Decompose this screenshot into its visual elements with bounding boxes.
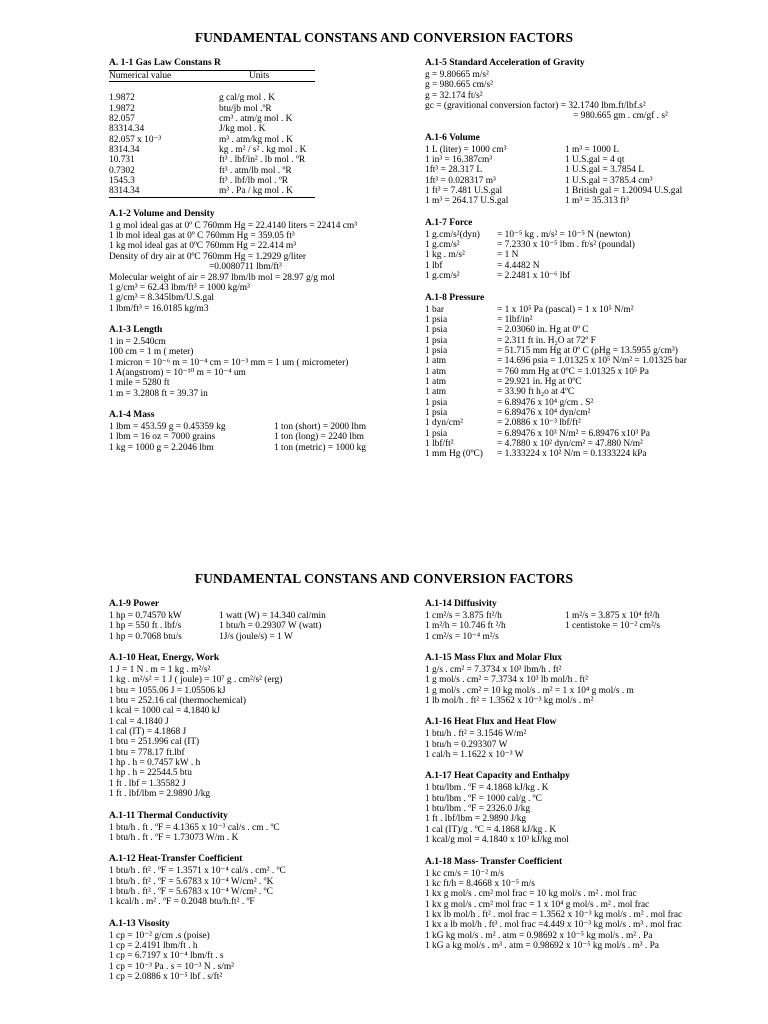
list-item: 1 psia = 6.89476 x 10³ N/m² = 6.89476 x10³ Pa xyxy=(425,428,650,439)
table-row: 10.731 ft³ . lbf/in² . lb mol . ºR xyxy=(109,155,306,166)
text-line: 1 kg mol ideal gas at 0ºC 760mm Hg = 22.414 m³ xyxy=(109,241,297,252)
list-item: 1 hp = 550 ft . lbf/s 1 btu/h = 0.29307 W (watt) xyxy=(109,621,322,632)
left-column-page2 xyxy=(109,599,409,993)
text-line: 1 micron = 10⁻⁶ m = 10⁻⁴ cm = 10⁻³ mm = 1 um ( micrometer) xyxy=(109,357,349,368)
text-line: Density of dry air at 0ºC 760mm Hg = 1.2929 g/liter xyxy=(109,251,306,262)
text-line: 1 lbm/ft³ = 16.0185 kg/m3 xyxy=(109,303,209,314)
text-line: 1 cp = 2.0886 x 10⁻⁵ lbf . s/ft² xyxy=(109,971,223,982)
page-title-bottom: FUNDAMENTAL CONSTANS AND CONVERSION FACTORS xyxy=(194,571,574,586)
list-item: 1 kg = 1000 g = 2.2046 lbm 1 ton (metric) = 1000 kg xyxy=(109,442,366,453)
text-line: 1 btu/h . ft² . ºF = 5.6783 x 10⁻⁴ W/cm² . ºK xyxy=(109,876,274,887)
text-line: 1 kx g mol/s . cm² mol frac = 1 x 10⁴ g mol/s . m² . mol frac xyxy=(425,899,650,910)
text-line: 1 cal (IT)/g . ºC = 4.1868 kJ/kg . K xyxy=(425,824,557,835)
list-item: 1 lbf = 4.4482 N xyxy=(425,260,540,271)
table-row: 82.057 cm³ . atm/g mol . K xyxy=(109,114,293,125)
text-line: 1 in = 2.540cm xyxy=(109,336,166,347)
table-row: 1.9872 btu/jb mol .ºR xyxy=(109,103,272,114)
section-pressure xyxy=(425,293,725,460)
list-item: 1 lbf/ft² = 4.7880 x 10² dyn/cm² = 47.880 N/m² xyxy=(425,438,643,449)
list-item: 1ft³ = 0.028317 m³ 1 U.S.gal = 3785.4 cm³ xyxy=(425,175,653,186)
section-title: A.1-7 Force xyxy=(425,217,473,228)
text-line: 1 kx a lb mol/h . ft³ . mol frac =4.449 x 10⁻³ kg mol/s . m³ . mol frac xyxy=(425,920,682,931)
list-item: 1 psia = 6.89476 x 10⁴ dyn/cm² xyxy=(425,407,591,418)
text-line: 1 btu/h . ft² . ºF = 5.6783 x 10⁻⁴ W/cm² . ºC xyxy=(109,886,273,897)
section-title: A.1-12 Heat-Transfer Coefficient xyxy=(109,854,243,865)
text-line: =0.0080711 lbm/ft³ xyxy=(209,262,282,273)
right-column-page1 xyxy=(425,58,725,471)
text-line: 1 g mol ideal gas at 0º C 760mm Hg = 22.4140 liters = 22414 cm³ xyxy=(109,220,358,231)
list-item: 1 atm = 760 mm Hg at 0ºC = 1.01325 x 10⁵ Pa xyxy=(425,366,649,377)
list-item: 1 bar = 1 x 10⁵ Pa (pascal) = 1 x 10⁵ N/m² xyxy=(425,304,634,315)
text-line: 1 J = 1 N . m = 1 kg . m²/s² xyxy=(109,665,211,676)
section-heat-flux xyxy=(425,717,725,760)
section-volume-density xyxy=(109,209,409,314)
text-line: 1 kcal = 1000 cal = 4.1840 kJ xyxy=(109,706,221,717)
section-mass-molar-flux xyxy=(425,653,725,706)
section-title: A.1-18 Mass- Transfer Coefficient xyxy=(425,856,563,867)
text-line: g = 32.174 ft/s² xyxy=(425,90,483,101)
table-row: 8314.34 m³ . Pa / kg mol . K xyxy=(109,186,293,197)
text-line: 1 hp . h = 22544.5 btu xyxy=(109,768,192,779)
text-line: 1 btu/h . ft² . ºF = 1.3571 x 10⁻⁴ cal/s . cm² . ºC xyxy=(109,866,286,877)
text-line: 1 m = 3.2808 ft = 39.37 in xyxy=(109,388,208,399)
section-title: A.1-15 Mass Flux and Molar Flux xyxy=(425,653,563,664)
text-line: 1 g mol/s . cm² = 7.3734 x 10³ lb mol/h . ft² xyxy=(425,675,588,686)
text-line: 1 ft . lbf/lbm = 2.9890 J/kg xyxy=(425,814,527,825)
list-item: 1 g.cm/s² = 7.2330 x 10⁻⁵ lbm . ft/s² (poundal) xyxy=(425,240,635,251)
text-line: 1 g/cm³ = 8.345lbm/U.S.gal xyxy=(109,293,214,304)
left-column-page1 xyxy=(109,58,409,464)
text-line: 1 kc ft/h = 8.4668 x 10⁻⁵ m/s xyxy=(425,878,535,889)
section-title: A.1-17 Heat Capacity and Enthalpy xyxy=(425,771,570,782)
gas-constants-table xyxy=(109,70,315,198)
page-title-top: FUNDAMENTAL CONSTANS AND CONVERSION FACTORS xyxy=(194,30,574,45)
section-title: A.1-11 Thermal Conductivity xyxy=(109,810,228,821)
text-line: 1 btu/lbm . ºF = 1000 cal/g . ºC xyxy=(425,793,542,804)
section-title: A.1-13 Visosity xyxy=(109,918,170,929)
text-line: 1 cal/h = 1.1622 x 10⁻³ W xyxy=(425,750,524,761)
text-line: 1 kx lb mol/h . ft² . mol frac = 1.3562 x 10⁻³ kg mol/s . m² . mol frac xyxy=(425,909,683,920)
text-line: Molecular weight of air = 28.97 lbm/lb mol = 28.97 g/g mol xyxy=(109,272,335,283)
table-row: 1545.3 ft³ . lbf/lb mol . ºR xyxy=(109,176,288,187)
table-row: 0.7302 ft³ . atm/lb mol . ºR xyxy=(109,165,292,176)
list-item: 1 g.cm/s² = 2.2481 x 10⁻⁶ lbf xyxy=(425,271,571,282)
text-line: 1 kG a kg mol/s . m³ . atm = 0.98692 x 10⁻⁵ kg mol/s . m³ . Pa xyxy=(425,940,659,951)
text-line: 1 btu/h . ft . ºF = 1.73073 W/m . K xyxy=(109,832,239,843)
list-item: 1 m³ = 264.17 U.S.gal 1 m³ = 35.313 ft³ xyxy=(425,196,629,207)
text-line: 1 cp = 6.7197 x 10⁻⁴ lbm/ft . s xyxy=(109,951,224,962)
section-title: A.1-3 Length xyxy=(109,324,163,335)
table-row: 82.057 x 10⁻³ m³ . atm/kg mol . K xyxy=(109,134,293,145)
text-line: 1 btu/lbm . ºF = 4.1868 kJ/kg . K xyxy=(425,783,549,794)
text-line: 1 kcal/h . m² . ºF = 0.2048 btu/h.ft² . ºF xyxy=(109,897,255,908)
text-line: 1 kg . m²/s² = 1 J ( joule) = 10⁷ g . cm²/s² (erg) xyxy=(109,675,283,686)
text-line: gc = (gravitional conversion factor) = 32.1740 lbm.ft/lbf.s² xyxy=(425,101,646,112)
text-line: 1 btu = 252.16 cal (thermochemical) xyxy=(109,696,247,707)
text-line: 1 kc cm/s = 10⁻² m/s xyxy=(425,868,504,879)
list-item: 1ft³ = 28.317 L 1 U.S.gal = 3.7854 L xyxy=(425,165,644,176)
section-title: A.1-6 Volume xyxy=(425,132,480,143)
section-title: A.1-10 Heat, Energy, Work xyxy=(109,653,220,664)
section-viscosity xyxy=(109,919,409,983)
section-heat-energy-work xyxy=(109,653,409,799)
list-item: 1 kg . m/s² = 1 N xyxy=(425,250,519,261)
list-item: 1 g.cm/s²(dyn) = 10⁻⁵ kg . m/s² = 10⁻⁵ N (newton) xyxy=(425,229,631,240)
column-header-value: Numerical value xyxy=(109,71,172,81)
section-gas-law-constants xyxy=(109,58,409,198)
text-line: 1 ft . lbf = 1.35582 J xyxy=(109,778,186,789)
section-title: A.1-16 Heat Flux and Heat Flow xyxy=(425,717,557,728)
list-item: 1 hp = 0.74570 kW 1 watt (W) = 14.340 cal/min xyxy=(109,611,326,621)
section-title: A.1-8 Pressure xyxy=(425,292,485,303)
text-line: 1 hp . h = 0.7457 kW . h xyxy=(109,758,201,769)
section-thermal-conductivity xyxy=(109,811,409,844)
list-item: 1 ft³ = 7.481 U.S.gal 1 British gal = 1.20094 U.S.gal xyxy=(425,186,683,197)
text-line: g = 980.665 cm/s² xyxy=(425,80,493,91)
list-item: 1 atm = 14.696 psia = 1.01325 x 10⁵ N/m² = 1.01325 bar xyxy=(425,356,687,367)
list-item: 1 L (liter) = 1000 cm³ 1 m³ = 1000 L xyxy=(425,144,619,155)
right-column-page2 xyxy=(425,599,725,962)
text-line: 1 g mol/s . cm² = 10 kg mol/s . m² = 1 x 10⁴ g mol/s . m xyxy=(425,685,634,696)
text-line: 1 A(angstrom) = 10⁻¹⁰ m = 10⁻⁴ um xyxy=(109,367,246,378)
table-row: 8314.34 kg . m² / s² . kg mol . K xyxy=(109,145,307,156)
text-line: 1 btu = 1055.06 J = 1.05506 kJ xyxy=(109,685,226,696)
text-line: 1 btu/h . ft² = 3.1546 W/m² xyxy=(425,729,527,740)
list-item: 1 atm = 33.90 ft h₂o at 4ºC xyxy=(425,387,575,398)
list-item: 1 psia = 51.715 mm Hg at 0º C (ρHg = 13.5955 g/cm³) xyxy=(425,345,678,356)
list-item: 1 hp = 0.7068 btu/s 1J/s (joule/s) = 1 W xyxy=(109,631,293,642)
text-line: 1 btu = 778.17 ft.lbf xyxy=(109,747,185,758)
text-line: 1 cp = 2.4191 lbm/ft . h xyxy=(109,940,198,951)
section-title: A.1-14 Diffusivity xyxy=(425,599,497,609)
list-item: 1 lbm = 16 oz = 7000 grains 1 ton (long) = 2240 lbm xyxy=(109,432,364,443)
text-line: 1 lb mol/h . ft² = 1.3562 x 10⁻³ kg mol/s . m² xyxy=(425,696,594,707)
section-title: A. 1-1 Gas Law Constans R xyxy=(109,58,221,68)
text-line: 1 g/cm³ = 62.43 lbm/ft³ = 1000 kg/m³ xyxy=(109,282,250,293)
text-line: 1 cal = 4.1840 J xyxy=(109,716,169,727)
text-line: 1 cal (IT) = 4.1868 J xyxy=(109,727,187,738)
list-item: 1 atm = 29.921 in. Hg at 0ºC xyxy=(425,376,582,387)
list-item: 1 psia = 1lbf/in² xyxy=(425,314,533,325)
text-line: 1 btu = 251.996 cal (IT) xyxy=(109,737,200,748)
list-item: 1 cm²/s = 10⁻⁴ m²/s xyxy=(425,631,499,642)
section-title: A.1-2 Volume and Density xyxy=(109,208,215,219)
table-row: 1.9872 g cal/g mol . K xyxy=(109,93,275,104)
text-line: 1 ft . lbf/lbm = 2.9890 J/kg xyxy=(109,789,211,800)
list-item: 1 cm²/s = 3.875 ft²/h 1 m²/s = 3.875 x 10⁴ ft²/h xyxy=(425,611,660,621)
list-item: 1 m²/h = 10.746 ft ²/h 1 centistoke = 10⁻² cm²/s xyxy=(425,621,661,632)
text-line: 1 lb mol ideal gas at 0º C 760mm Hg = 359.05 ft³ xyxy=(109,231,295,242)
text-line: 1 kcal/g mol = 4.1840 x 10³ kJ/kg mol xyxy=(425,835,569,846)
text-line: 1 btu/h = 0.293307 W xyxy=(425,739,508,750)
text-line: 1 cp = 10⁻³ Pa . s = 10⁻³ N . s/m² xyxy=(109,961,234,972)
section-power xyxy=(109,599,409,642)
table-row: 83314.34 J/kg mol . K xyxy=(109,124,266,135)
text-line: 1 mile = 5280 ft xyxy=(109,378,170,389)
text-line: = 980.665 gm . cm/gf . s² xyxy=(573,111,668,122)
section-diffusivity xyxy=(425,599,725,642)
column-header-units: Units xyxy=(249,71,270,81)
section-gravity xyxy=(425,58,725,122)
text-line: 100 cm = 1 m ( meter) xyxy=(109,347,194,358)
list-item: 1 lbm = 453.59 g = 0.45359 kg 1 ton (short) = 2000 lbm xyxy=(109,421,367,432)
section-title: A.1-9 Power xyxy=(109,599,160,609)
text-line: 1 kx g mol/s . cm² mol frac = 10 kg mol/s . m² . mol frac xyxy=(425,889,637,900)
list-item: 1 in³ = 16.387cm³ 1 U.S.gal = 4 qt xyxy=(425,155,625,166)
text-line: g = 9.80665 m/s² xyxy=(425,70,489,80)
list-item: 1 dyn/cm² = 2.0886 x 10⁻³ lbf/ft² xyxy=(425,418,581,429)
section-mass-transfer-coefficient xyxy=(425,857,725,952)
section-mass xyxy=(109,410,409,453)
table-header xyxy=(109,71,315,82)
section-heat-capacity-enthalpy xyxy=(425,771,725,845)
section-force xyxy=(425,218,725,282)
text-line: 1 cp = 10⁻² g/cm .s (poise) xyxy=(109,930,210,941)
text-line: 1 kG kg mol/s . m² . atm = 0.98692 x 10⁻⁵ kg mol/s . m² . Pa xyxy=(425,930,653,941)
section-title: A.1-5 Standard Acceleration of Gravity xyxy=(425,58,585,68)
text-line: 1 g/s . cm² = 7.3734 x 10³ lbm/h . ft² xyxy=(425,665,562,676)
list-item: 1 mm Hg (0ºC) = 1.333224 x 10² N/m = 0.1333224 kPa xyxy=(425,449,647,460)
section-volume xyxy=(425,133,725,207)
section-heat-transfer-coefficient xyxy=(109,854,409,907)
section-title: A.1-4 Mass xyxy=(109,409,155,420)
text-line: 1 btu/h . ft . ºF = 4.1365 x 10⁻³ cal/s . cm . ºC xyxy=(109,822,280,833)
section-length xyxy=(109,325,409,399)
text-line: 1 btu/lbm . ºF = 2326.0 J/kg xyxy=(425,804,531,815)
list-item: 1 psia = 2.311 ft in. H₂O at 72º F xyxy=(425,335,596,346)
list-item: 1 psia = 2.03060 in. Hg at 0º C xyxy=(425,325,589,336)
list-item: 1 psia = 6.89476 x 10⁴ g/cm . S² xyxy=(425,397,594,408)
